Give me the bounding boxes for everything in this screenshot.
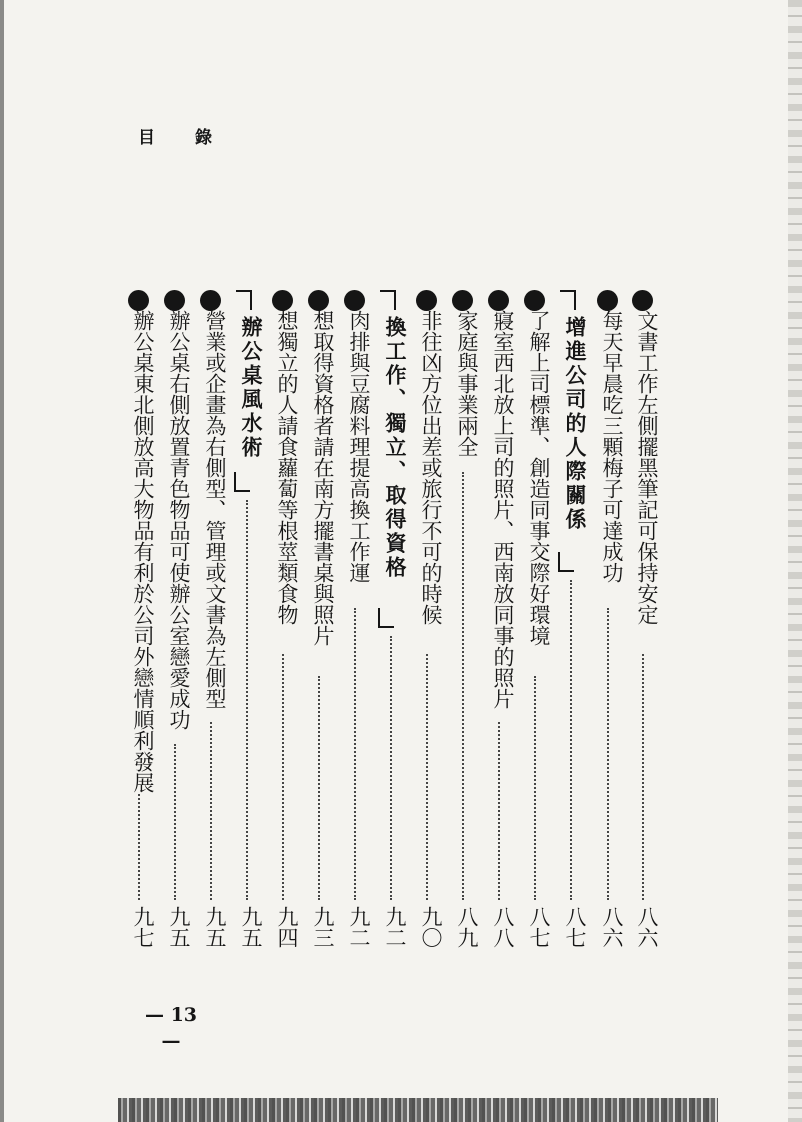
page-number: — 13 — xyxy=(144,1004,198,1052)
toc-entry-title: 文書工作左側擺黑筆記可保持安定 xyxy=(635,310,659,625)
toc-section-title: 增進公司的人際關係 xyxy=(563,316,588,532)
toc-entry-title: 想取得資格者請在南方擺書桌與照片 xyxy=(311,310,335,646)
toc-entry xyxy=(196,290,228,980)
dot-leader xyxy=(390,636,392,900)
corner-bracket-close xyxy=(234,472,250,492)
toc-section xyxy=(232,290,264,980)
toc-entry-title: 辦公桌東北側放高大物品有利於公司外戀情順利發展 xyxy=(131,310,155,793)
toc-entry-page: 九四 xyxy=(275,906,299,948)
corner-bracket-close xyxy=(378,608,394,628)
dot-leader xyxy=(318,676,320,900)
toc-entry-page: 九三 xyxy=(311,906,335,948)
dot-leader xyxy=(354,608,356,900)
toc-section-title: 換工作、獨立、取得資格 xyxy=(383,316,408,580)
corner-bracket-close xyxy=(558,552,574,572)
bullet-icon xyxy=(128,290,149,311)
toc-entry-title: 家庭與事業兩全 xyxy=(455,310,479,457)
toc-section-title: 辦公桌風水術 xyxy=(239,316,264,460)
running-header xyxy=(138,128,328,158)
bullet-icon xyxy=(632,290,653,311)
toc-section xyxy=(376,290,408,980)
dot-leader xyxy=(282,654,284,900)
dot-leader xyxy=(607,608,609,900)
toc-entry xyxy=(340,290,372,980)
dot-leader xyxy=(570,580,572,900)
toc-entry-page: 八六 xyxy=(600,906,624,948)
toc-entry xyxy=(412,290,444,980)
corner-bracket-open xyxy=(560,290,572,312)
corner-bracket-open xyxy=(236,290,248,312)
toc-entry-title: 辦公桌右側放置青色物品可使辦公室戀愛成功 xyxy=(167,310,191,730)
toc-entry-page: 八八 xyxy=(491,906,515,948)
bullet-icon xyxy=(416,290,437,311)
bullet-icon xyxy=(308,290,329,311)
toc-entry xyxy=(448,290,480,980)
dot-leader xyxy=(462,472,464,900)
header-char-2: 錄 xyxy=(195,128,212,148)
toc-entry-page: 九〇 xyxy=(419,906,443,948)
dot-leader xyxy=(138,794,140,900)
toc-entry-title: 寢室西北放上司的照片、西南放同事的照片 xyxy=(491,310,515,709)
bullet-icon xyxy=(344,290,365,311)
toc-section-page: 八七 xyxy=(563,906,587,948)
toc-entry-title: 肉排與豆腐料理提高換工作運 xyxy=(347,310,371,583)
corner-bracket-open xyxy=(380,290,392,312)
bullet-icon xyxy=(597,290,618,311)
scan-edge-left xyxy=(0,0,4,1122)
toc-section xyxy=(556,290,588,980)
toc-entry-title: 想獨立的人請食蘿蔔等根莖類食物 xyxy=(275,310,299,625)
toc-entry xyxy=(124,290,156,980)
toc-entry xyxy=(628,290,660,980)
toc-entry-page: 九五 xyxy=(203,906,227,948)
toc-entry-title: 非往凶方位出差或旅行不可的時候 xyxy=(419,310,443,625)
toc-entry-page: 八九 xyxy=(455,906,479,948)
scan-edge-right xyxy=(788,0,802,1122)
toc-entry-title: 了解上司標準、創造同事交際好環境 xyxy=(527,310,551,646)
dot-leader xyxy=(498,722,500,900)
bullet-icon xyxy=(164,290,185,311)
toc-entry-page: 九二 xyxy=(347,906,371,948)
toc-entry-page: 八六 xyxy=(635,906,659,948)
toc-entry xyxy=(520,290,552,980)
toc-entry-page: 九七 xyxy=(131,906,155,948)
toc-entry-page: 九五 xyxy=(167,906,191,948)
header-char-1: 目 xyxy=(138,128,155,148)
bullet-icon xyxy=(524,290,545,311)
dot-leader xyxy=(174,744,176,900)
toc-entry xyxy=(593,290,625,980)
toc-entry-title: 每天早晨吃三顆梅子可達成功 xyxy=(600,310,624,583)
toc-entry xyxy=(268,290,300,980)
scan-artifact-bottom xyxy=(118,1098,718,1122)
toc-section-page: 九二 xyxy=(383,906,407,948)
dot-leader xyxy=(246,500,248,900)
bullet-icon xyxy=(272,290,293,311)
dot-leader xyxy=(426,654,428,900)
toc-entry xyxy=(304,290,336,980)
toc-entry xyxy=(160,290,192,980)
bullet-icon xyxy=(200,290,221,311)
toc-section-page: 九五 xyxy=(239,906,263,948)
dot-leader xyxy=(642,654,644,900)
dot-leader xyxy=(534,676,536,900)
toc-entry-page: 八七 xyxy=(527,906,551,948)
bullet-icon xyxy=(488,290,509,311)
dot-leader xyxy=(210,722,212,900)
toc-entry xyxy=(484,290,516,980)
bullet-icon xyxy=(452,290,473,311)
toc-entry-title: 營業或企畫為右側型、管理或文書為左側型 xyxy=(203,310,227,709)
